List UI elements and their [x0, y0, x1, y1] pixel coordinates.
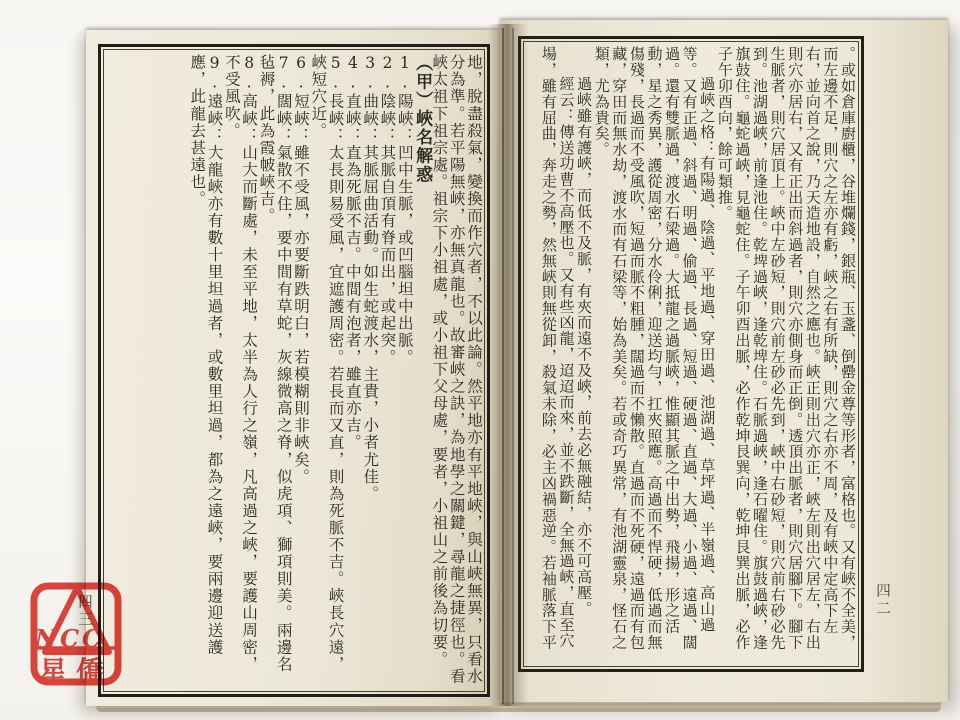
right-page-frame: [518, 36, 864, 672]
text-block: 經云：傳送功曹不高壓也。又有些凶龍，迢迢而來，並不跌斷，全無過峽，直至穴場，雖有屈曲，奔走之勢，然無峽則無從卸，殺氣未除，必主凶禍惡逆。若袖脈落下平: [539, 46, 576, 651]
text-block: 6.短峽：雖不受風，亦要斷跌明白，若模糊則非峽矣。: [292, 54, 311, 486]
spine-crease-line: [512, 28, 514, 704]
watermark-ncc-label: NCC: [35, 624, 105, 653]
spine-crease-line: [502, 28, 504, 704]
watermark-xingqiao-label: 星僑: [39, 655, 114, 688]
text-block: 地，脫盡殺氣，變換而作穴者，不以此論。然平地亦有平地峽，與山峽無異，只看水分為準。若平陽無峽，亦無真龍也。故審峽之訣，為地學之關鍵，尋龍之捷徑也。看峽太祖下祖宗處。祖宗下小祖處，或小祖下父母處，要者，小祖山之前後為切要。: [430, 54, 483, 685]
left-page-text: [101, 47, 487, 694]
ncc-watermark: [28, 578, 124, 690]
text-block: 7.闊峽：氣散不住，要中間有草蛇，灰線微高之脊，似虎項、獅項則美。兩邊名毡褥，此為霞帔峽吉。: [257, 54, 293, 673]
text-block: 8.高峽：山大而斷處，未至平地，太半為人行之嶺，凡高過之峽，要護山周密，不受風吹。: [222, 54, 259, 673]
right-page-text: [521, 39, 861, 669]
text-block: 2.陰峽：其脈自頂有脊而出，或起突。: [378, 54, 397, 366]
text-block: 5.長峽：太長則易受風，宜遮護周密。若長而又直，則為死脈不吉。峽長穴遠，峽短穴近。: [309, 54, 345, 673]
section-heading: （甲）峽名解惑: [412, 54, 433, 184]
text-block: 1.陽峽：凹中生脈，或凹腦坦中出脈。: [395, 54, 414, 366]
right-page-number: 四二: [874, 583, 890, 618]
book-spine: [488, 24, 528, 706]
text-block: 。或如倉庫廚櫃，谷堆爛錢，銀瓶、玉盞、倒罍金尊等形者，富格也。又有峽不全美，而左邊不足，則穴之左亦有虧，峽之右有所缺，則穴之右亦不周，及有峽中定高下左右，並向首之說，乃天造地設，自然之應也。峽正則出穴亦正，峽左則出穴居左，右出則穴亦居右，又有正出而斜過者，則穴亦側身而正倒。透頂出脈者，則穴居腳下。腳下生脈者，則穴居頂上。峽中左砂短，則穴前左砂必先到，峽中右砂短，則穴前右砂必先到。池湖過峽，前逢池住。乾埤過峽，逢乾埤住。石脈過峽，逢石曜住。旗鼓過峽，逢旗鼓住。龜蛇過峽，見龜蛇住。子午卯酉出脈，必作乾坤艮巽向，乾坤艮巽出脈，必作子午卯酉向，餘可類推。: [715, 46, 857, 651]
text-block: 3.曲峽：其脈屈曲活動。如生蛇渡水，主貴，小者尤佳。: [361, 54, 380, 503]
text-block: 4.直峽：直為死脈不吉。中間有泡者，雖直亦吉。: [343, 54, 362, 452]
text-block: 過峽之格：有陽過、陰過、平地過、穿田過、池湖過、草坪過、半嶺過、高山過等。又有正過、斜過、明過、偷過、長過、短過、硬過、直過、大過、小過、遠過、闊過。還有雙脈過，渡水石梁過。大抵龍之過脈峽，惟顯其脈之中出勢，飛揚，形之活動，星之秀異，護從周密，分水伶俐，迎送均勻，扛夾照應。高過而不悍硬，低過而無傷殘，長過而不受風吹，短過而脈不粗腫，闊過而不懶散。直過而不死硬，遠過而有包藏，穿田而無水劫，渡水而有石梁等，始為美矣。若或奇巧異常，有池湖靈泉，怪石之類，尤為貴矣。: [592, 46, 717, 651]
text-block: 9.遠峽：大龍峽亦有數十里坦過者，或數里坦過，都為之遠峽，要兩邊迎送護應，此龍去甚遠也。: [188, 54, 224, 656]
left-page-frame: [98, 44, 490, 697]
left-page-number: 四三: [76, 594, 92, 629]
text-block: 過峽雖有護峽，而低不及脈，有夾而遠不及峽，前去必無融結，亦不可高壓。: [575, 76, 594, 617]
left-page: [86, 30, 500, 706]
